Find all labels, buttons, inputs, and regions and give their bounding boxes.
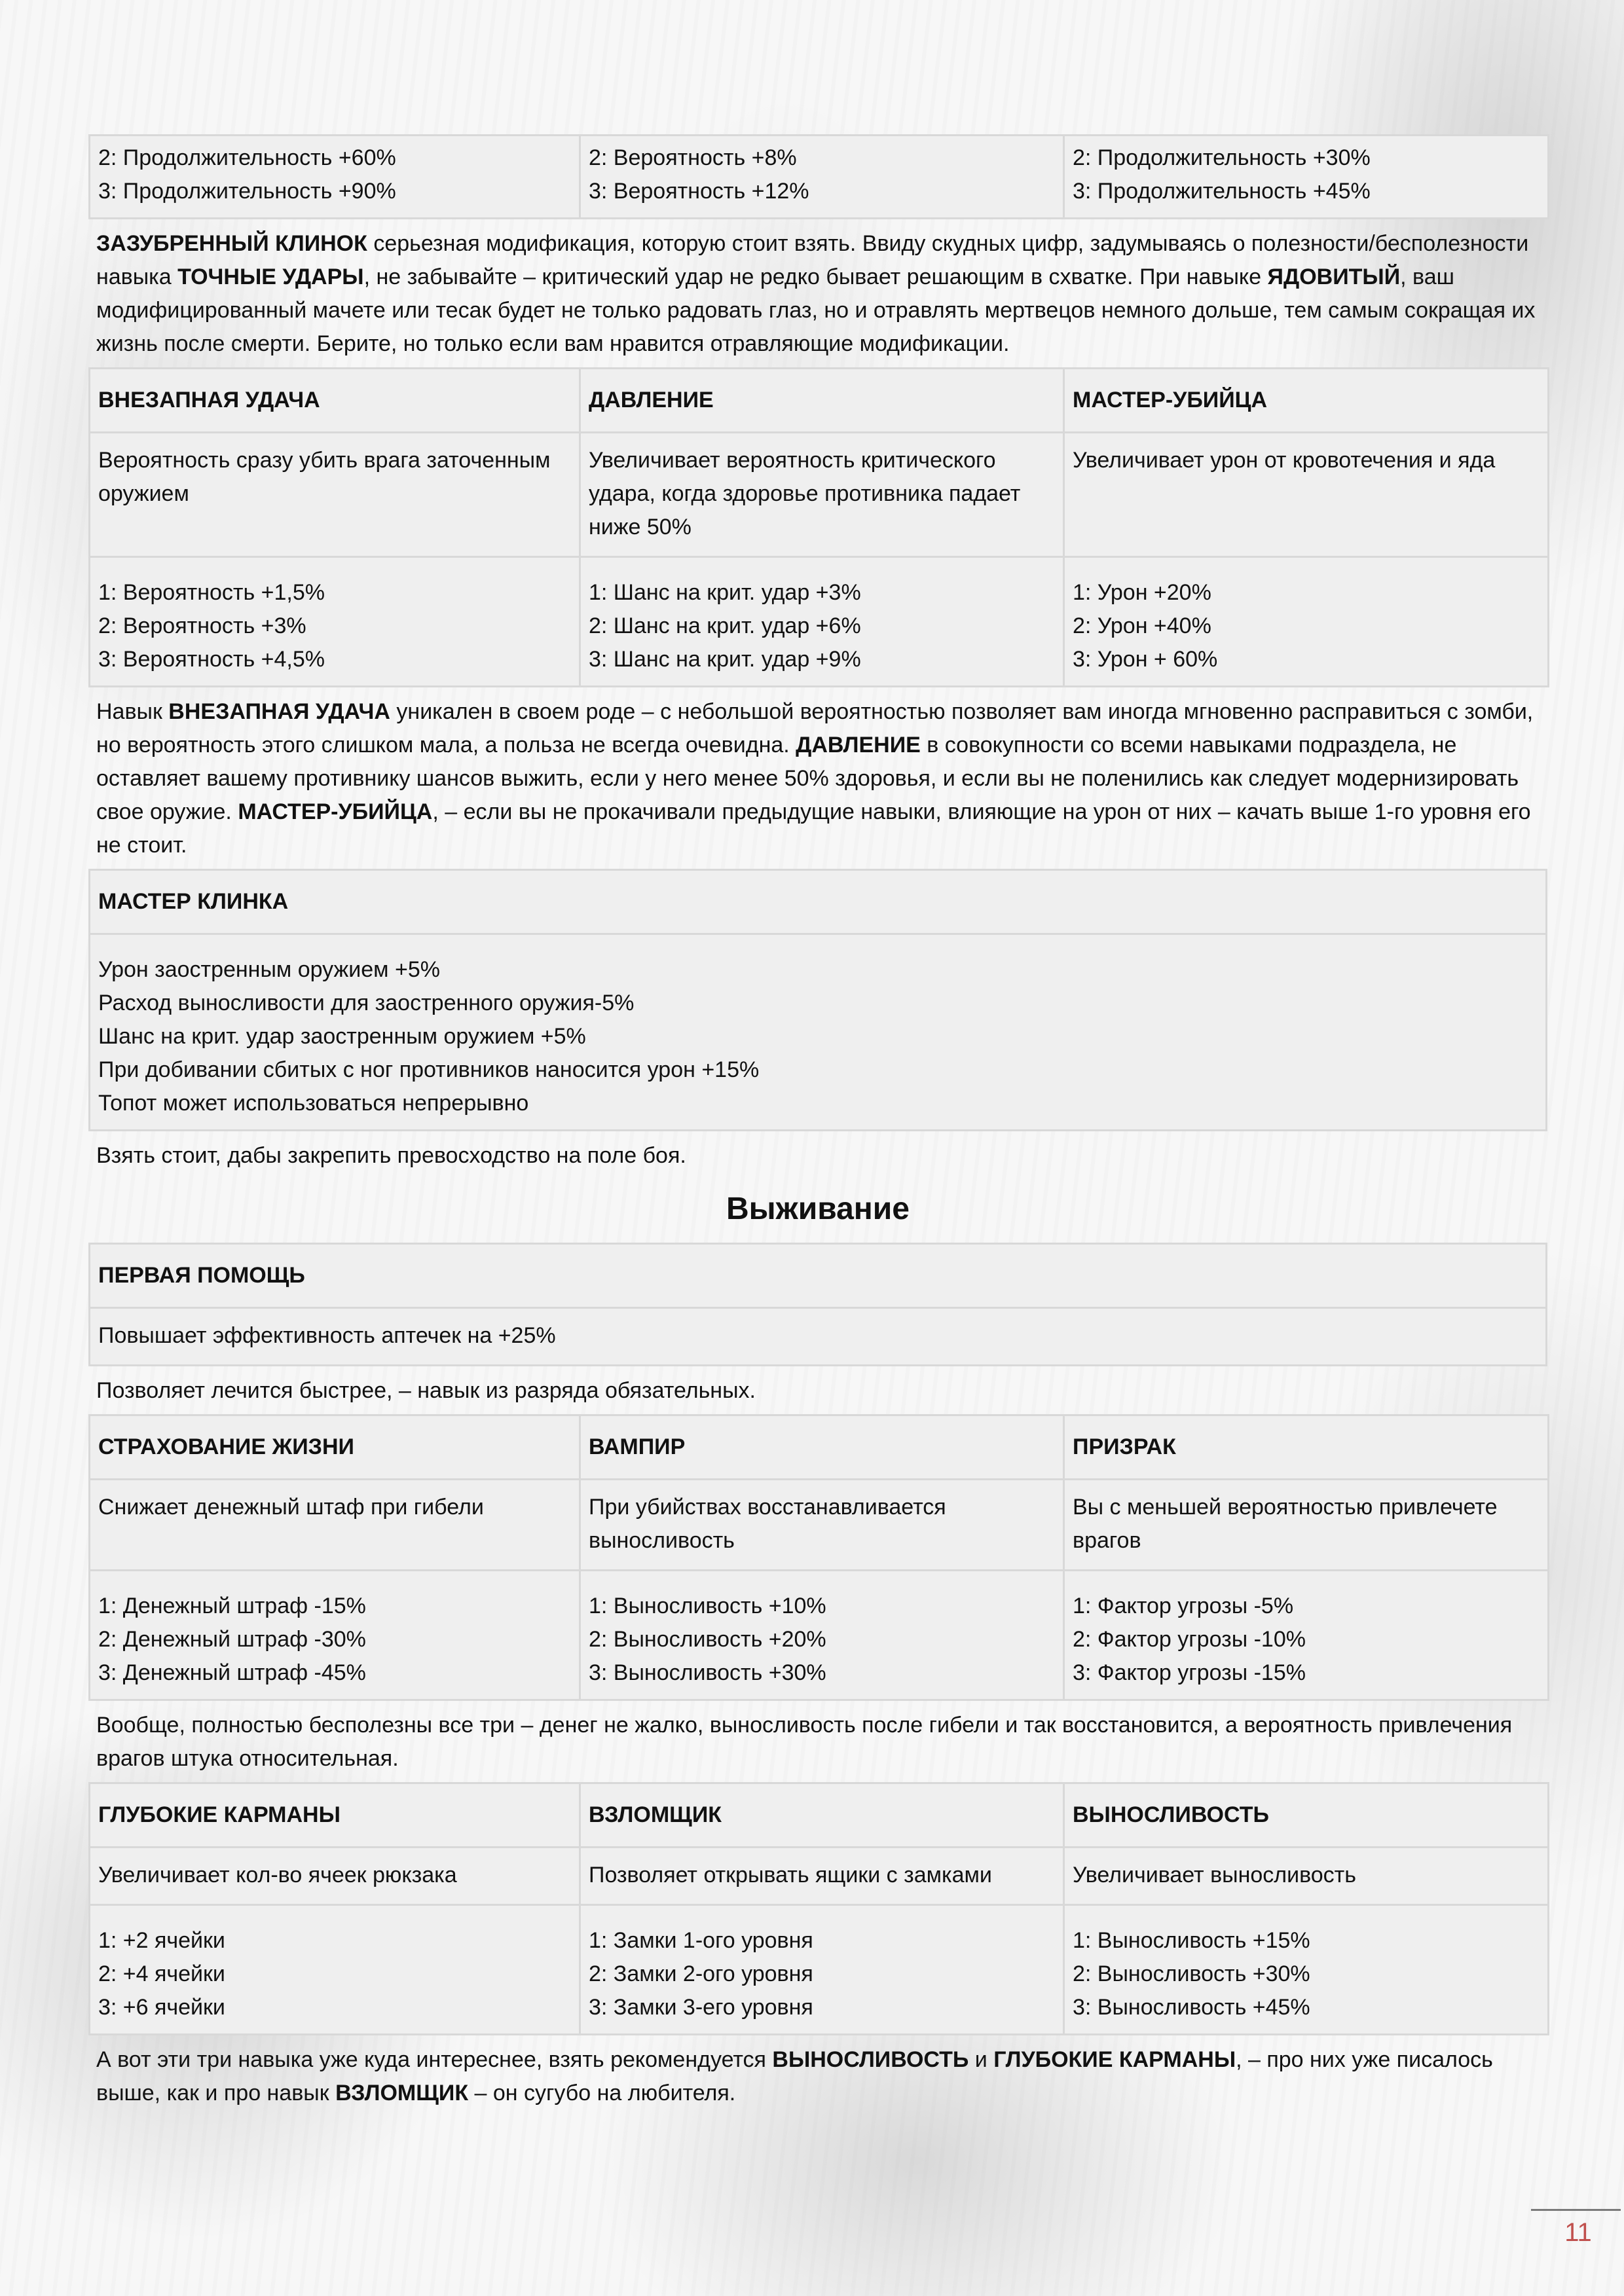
skill-description: Увеличивает выносливость	[1064, 1848, 1549, 1905]
section-title: Выживание	[726, 1192, 910, 1226]
table-row	[90, 1308, 1547, 1366]
paragraph-first-aid: Позволяет лечится быстрее, – навык из разряда обязательных.	[96, 1378, 756, 1403]
skill-header: СТРАХОВАНИЕ ЖИЗНИ	[90, 1415, 580, 1480]
skill-header: ВЗЛОМЩИК	[580, 1783, 1064, 1848]
table-life-insurance	[88, 1414, 1549, 1701]
level-line: 3: Продолжительность +45%	[1073, 179, 1371, 204]
skill-header: МАСТЕР КЛИНКА	[90, 870, 1547, 934]
level-line: 1: Вероятность +1,5%	[98, 580, 325, 605]
bonus-line: Топот может использоваться непрерывно	[98, 1091, 529, 1116]
level-line: 3: Вероятность +12%	[589, 179, 809, 204]
table-row	[90, 1905, 1549, 2035]
text: А вот эти три навыка уже куда интереснее, взять рекомендуется	[96, 2047, 773, 2072]
bonus-line: Урон заостренным оружием +5%	[98, 957, 441, 982]
table-levels-continued	[88, 134, 1549, 219]
level-line: 2: Шанс на крит. удар +6%	[589, 613, 861, 638]
text: Навык	[96, 699, 169, 724]
skill-name: ДАВЛЕНИЕ	[796, 733, 921, 757]
table-blade-master	[88, 869, 1547, 1131]
skill-name: МАСТЕР-УБИЙЦА	[238, 799, 433, 824]
level-line: 2: Замки 2-ого уровня	[589, 1961, 813, 1986]
level-line: 2: +4 ячейки	[98, 1961, 225, 1986]
table-cell	[1064, 1571, 1549, 1700]
skill-name: ТОЧНЫЕ УДАРЫ	[177, 264, 364, 289]
level-line: 3: +6 ячейки	[98, 1995, 225, 2020]
skill-header: ПРИЗРАК	[1064, 1415, 1549, 1480]
table-row	[90, 1480, 1549, 1571]
skill-description: Вы с меньшей вероятностью привлечете врагов	[1064, 1480, 1549, 1571]
skill-header: МАСТЕР-УБИЙЦА	[1064, 369, 1549, 433]
skill-description: Позволяет открывать ящики с замками	[580, 1848, 1064, 1905]
table-cell	[580, 1571, 1064, 1700]
text: уникален в своем роде – с небольшой вероятностью позволяет вам иногда мгновенно расправиться с зомби, но вероятность этого слишком мала, а польза не всегда очевидна.	[96, 699, 1534, 757]
level-line: 2: Вероятность +3%	[98, 613, 306, 638]
text: серьезная модификация, которую стоит взять. Ввиду скудных цифр, задумываясь о полезности/бесполезности навыка	[96, 231, 1529, 289]
table-row	[90, 1848, 1549, 1905]
text: в совокупности со всеми навыками подраздела, не оставляет вашему противнику шансов выжить, если у него менее 50% здоровья, и если вы не поленились как следует модернизировать свое оружие.	[96, 733, 1519, 824]
level-line: 3: Фактор угрозы -15%	[1073, 1660, 1306, 1685]
paragraph-insurance: Вообще, полностью бесполезны все три – денег не жалко, выносливость после гибели и так восстановится, а вероятность привлечения врагов штука относительная.	[96, 1713, 1513, 1771]
skill-description: Увеличивает вероятность критического удара, когда здоровье противника падает ниже 50%	[580, 433, 1064, 557]
table-deep-pockets	[88, 1782, 1549, 2035]
skill-header: ВЫНОСЛИВОСТЬ	[1064, 1783, 1549, 1848]
level-line: 3: Выносливость +45%	[1073, 1995, 1310, 2020]
table-cell	[580, 136, 1064, 219]
table-cell	[90, 557, 580, 687]
level-line: 2: Продолжительность +60%	[98, 145, 396, 170]
table-row	[90, 934, 1547, 1131]
level-line: 1: +2 ячейки	[98, 1928, 225, 1953]
table-cell	[1064, 557, 1549, 687]
skill-name: ГЛУБОКИЕ КАРМАНЫ	[993, 2047, 1236, 2072]
level-line: 3: Замки 3-его уровня	[589, 1995, 813, 2020]
level-line: 1: Выносливость +15%	[1073, 1928, 1310, 1953]
table-cell	[90, 1571, 580, 1700]
footer-divider	[1531, 2209, 1621, 2211]
skill-description: При убийствах восстанавливается выносливость	[580, 1480, 1064, 1571]
level-line: 1: Замки 1-ого уровня	[589, 1928, 813, 1953]
table-row	[90, 1571, 1549, 1700]
table-header-row	[90, 1415, 1549, 1480]
level-line: 1: Урон +20%	[1073, 580, 1211, 605]
level-line: 1: Фактор угрозы -5%	[1073, 1594, 1294, 1618]
bonus-line: Расход выносливости для заостренного оружия-5%	[98, 991, 635, 1015]
paragraph-sudden-luck	[96, 695, 1540, 862]
skill-name: ВЗЛОМЩИК	[335, 2081, 469, 2105]
page-number: 11	[1564, 2218, 1592, 2247]
level-line: 2: Денежный штраф -30%	[98, 1627, 366, 1652]
table-first-aid	[88, 1243, 1547, 1366]
level-line: 2: Выносливость +20%	[589, 1627, 826, 1652]
paragraph-blade-master: Взять стоит, дабы закрепить превосходство на поле боя.	[96, 1143, 686, 1168]
table-row	[90, 557, 1549, 687]
level-line: 2: Вероятность +8%	[589, 145, 797, 170]
level-line: 3: Выносливость +30%	[589, 1660, 826, 1685]
skill-description: Повышает эффективность аптечек на +25%	[90, 1308, 1547, 1366]
table-cell	[580, 557, 1064, 687]
skill-description: Вероятность сразу убить врага заточенным оружием	[90, 433, 580, 557]
level-line: 2: Урон +40%	[1073, 613, 1211, 638]
level-line: 2: Фактор угрозы -10%	[1073, 1627, 1306, 1652]
skill-header: ВНЕЗАПНАЯ УДАЧА	[90, 369, 580, 433]
level-line: 2: Продолжительность +30%	[1073, 145, 1371, 170]
skill-description: Снижает денежный штаф при гибели	[90, 1480, 580, 1571]
level-line: 1: Выносливость +10%	[589, 1594, 826, 1618]
table-cell	[90, 136, 580, 219]
paragraph-serrated-blade	[96, 227, 1540, 361]
skill-description: Увеличивает кол-во ячеек рюкзака	[90, 1848, 580, 1905]
text: , не забывайте – критический удар не редко бывает решающим в схватке. При навыке	[363, 264, 1268, 289]
level-line: 3: Денежный штраф -45%	[98, 1660, 366, 1685]
bonus-line: При добивании сбитых с ног противников наносится урон +15%	[98, 1057, 760, 1082]
text: , ваш модифицированный мачете или тесак будет не только радовать глаз, но и отравлять мертвецов немного дольше, тем самым сокращая их жизнь после смерти. Берите, но только если вам нравится отравляющие модификации.	[96, 264, 1536, 356]
skill-description: Увеличивает урон от кровотечения и яда	[1064, 433, 1549, 557]
table-header-row	[90, 1244, 1547, 1308]
level-line: 1: Шанс на крит. удар +3%	[589, 580, 861, 605]
level-line: 3: Продолжительность +90%	[98, 179, 396, 204]
bonus-line: Шанс на крит. удар заостренным оружием +5%	[98, 1024, 586, 1049]
skill-header: ГЛУБОКИЕ КАРМАНЫ	[90, 1783, 580, 1848]
level-line: 1: Денежный штраф -15%	[98, 1594, 366, 1618]
skill-name: ЗАЗУБРЕННЫЙ КЛИНОК	[96, 231, 367, 256]
text: – он сугубо на любителя.	[468, 2081, 736, 2105]
table-row	[90, 433, 1549, 557]
skill-header: ПЕРВАЯ ПОМОЩЬ	[90, 1244, 1547, 1308]
skill-name: ЯДОВИТЫЙ	[1267, 264, 1401, 289]
table-row	[90, 136, 1549, 219]
skill-name: ВЫНОСЛИВОСТЬ	[772, 2047, 969, 2072]
level-line: 3: Вероятность +4,5%	[98, 647, 325, 672]
table-cell	[1064, 136, 1549, 219]
text: , – если вы не прокачивали предыдущие навыки, влияющие на урон от них – качать выше 1-го уровня его не стоит.	[96, 799, 1531, 858]
table-header-row	[90, 369, 1549, 433]
table-cell	[580, 1905, 1064, 2035]
level-line: 3: Шанс на крит. удар +9%	[589, 647, 861, 672]
paragraph-deep-pockets	[96, 2043, 1540, 2110]
skill-header: ДАВЛЕНИЕ	[580, 369, 1064, 433]
document-page	[88, 134, 1547, 2117]
table-header-row	[90, 870, 1547, 934]
table-sudden-luck	[88, 367, 1549, 687]
text: и	[969, 2047, 994, 2072]
table-cell	[90, 934, 1547, 1131]
level-line: 2: Выносливость +30%	[1073, 1961, 1310, 1986]
skill-header: ВАМПИР	[580, 1415, 1064, 1480]
skill-name: ВНЕЗАПНАЯ УДАЧА	[168, 699, 390, 724]
level-line: 3: Урон + 60%	[1073, 647, 1218, 672]
table-cell	[1064, 1905, 1549, 2035]
table-cell	[90, 1905, 580, 2035]
table-header-row	[90, 1783, 1549, 1848]
text: , – про них уже писалось выше, как и про навык	[96, 2047, 1493, 2105]
